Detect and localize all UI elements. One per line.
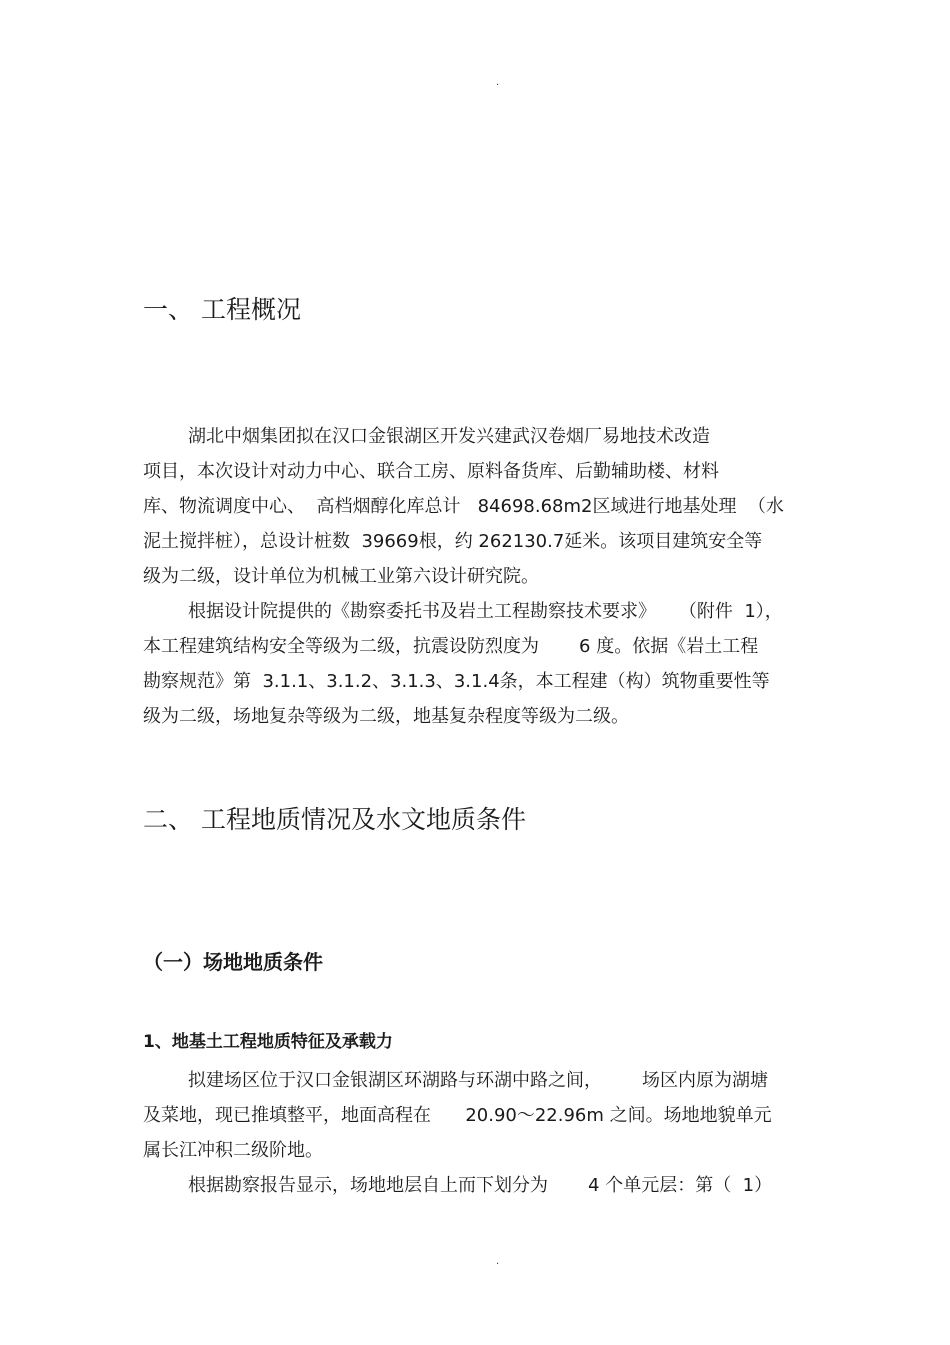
paragraph-line: 级为二级，设计单位为机械工业第六设计研究院。 (143, 566, 539, 587)
paragraph-line: 勘察规范》第 3.1.1、3.1.2、3.1.3、3.1.4条，本工程建（构）筑物重要性等 (143, 671, 770, 692)
paragraph-line: 泥土搅拌桩），总设计桩数 39669根，约 262130.7延米。该项目建筑安全等 (143, 531, 763, 552)
paragraph-line: 级为二级，场地复杂等级为二级，地基复杂程度等级为二级。 (143, 706, 629, 727)
section-2-title: 二、 工程地质情况及水文地质条件 (143, 805, 526, 834)
paragraph-line: 湖北中烟集团拟在汉口金银湖区开发兴建武汉卷烟厂易地技术改造 (188, 426, 710, 447)
page-mark-top: . (496, 77, 500, 88)
paragraph-line: 根据勘察报告显示，场地地层自上而下划分为 4 个单元层：第（ 1） (188, 1175, 773, 1196)
paragraph-line: 项目，本次设计对动力中心、联合工房、原料备货库、后勤辅助楼、材料 (143, 461, 719, 482)
paragraph-line: 本工程建筑结构安全等级为二级，抗震设防烈度为 6 度。依据《岩土工程 (143, 636, 759, 657)
paragraph-line: 库、物流调度中心、 高档烟醇化库总计 84698.68m2区域进行地基处理 （水 (143, 496, 784, 517)
subsection-title: （一）场地地质条件 (143, 950, 323, 974)
paragraph-line: 拟建场区位于汉口金银湖区环湖路与环湖中路之间， 场区内原为湖塘 (188, 1070, 769, 1091)
paragraph-line: 属长江冲积二级阶地。 (143, 1140, 323, 1161)
paragraph-line: 及菜地，现已推填整平，地面高程在 20.90～22.96m 之间。场地地貌单元 (143, 1105, 772, 1126)
page-mark-bottom: . (496, 1256, 500, 1267)
paragraph-line: 根据设计院提供的《勘察委托书及岩土工程勘察技术要求》 （附件 1）， (188, 601, 783, 622)
section-1-title: 一、 工程概况 (143, 295, 301, 324)
item-title: 1、地基土工程地质特征及承载力 (143, 1032, 393, 1052)
